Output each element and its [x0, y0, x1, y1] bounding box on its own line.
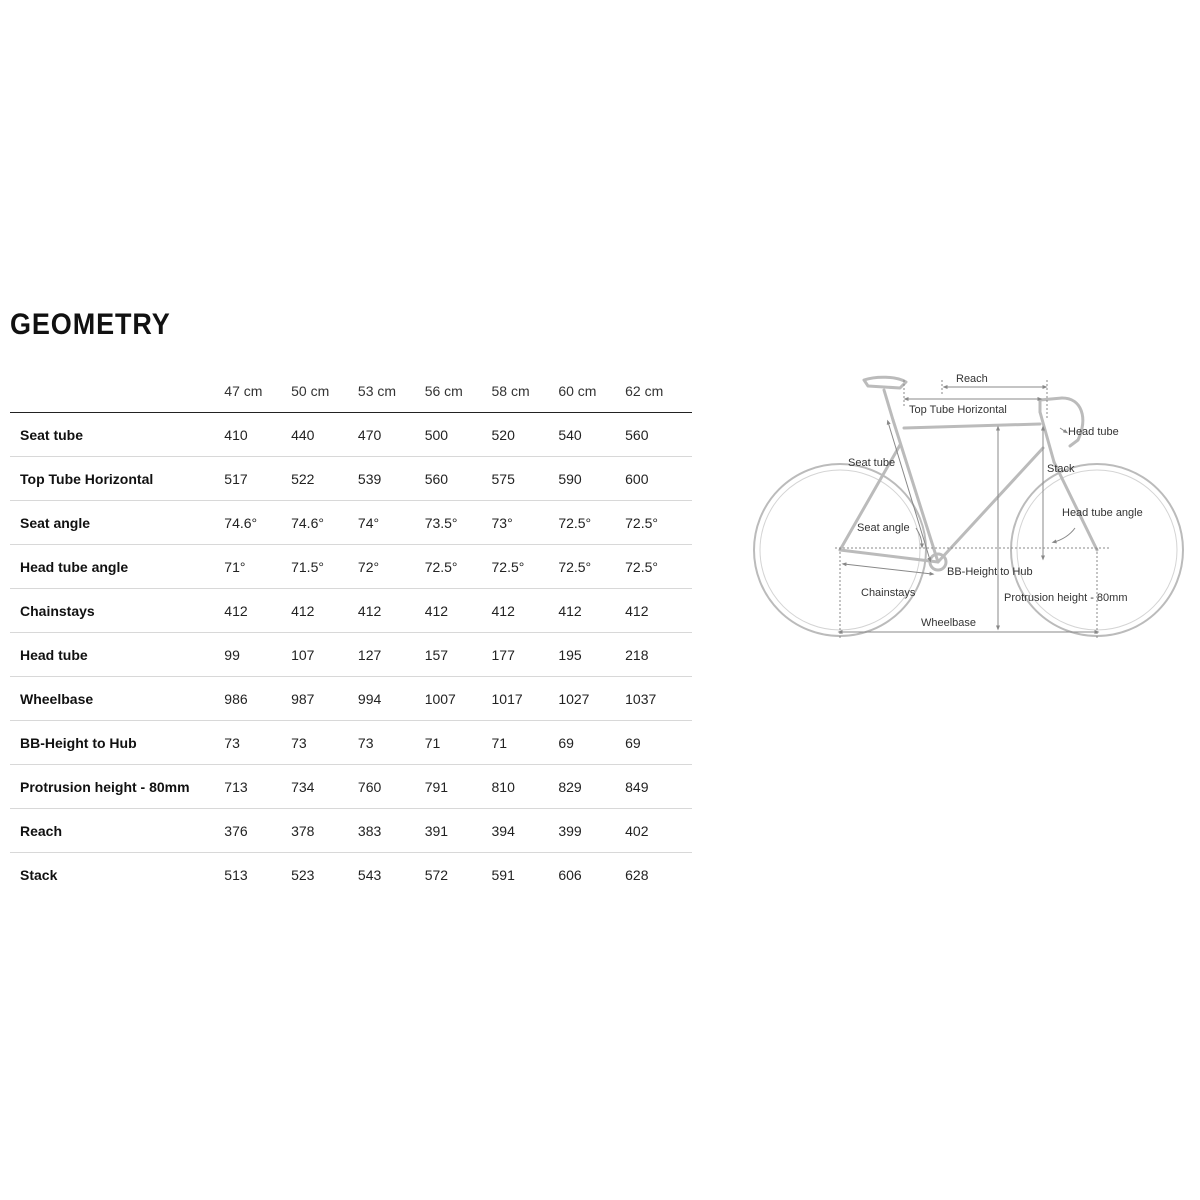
table-cell: 72.5°: [492, 545, 559, 589]
table-cell: 810: [492, 765, 559, 809]
size-header: 56 cm: [425, 370, 492, 413]
table-cell: 69: [625, 721, 692, 765]
table-cell: 73°: [492, 501, 559, 545]
table-cell: 994: [358, 677, 425, 721]
row-label: Chainstays: [10, 589, 224, 633]
table-cell: 575: [492, 457, 559, 501]
table-cell: 72.5°: [558, 501, 625, 545]
table-row: [10, 545, 692, 589]
table-cell: 523: [291, 866, 315, 883]
table-cell: 73: [291, 721, 358, 765]
table-cell: 195: [558, 633, 625, 677]
page-title: GEOMETRY: [10, 308, 171, 341]
table-row: [10, 589, 692, 633]
table-cell: 69: [558, 721, 625, 765]
table-cell: 383: [358, 809, 425, 853]
table-cell: 1027: [558, 677, 625, 721]
head-tube-angle-label: Head tube angle: [1062, 507, 1143, 519]
table-cell: 412: [558, 589, 625, 633]
table-cell: 522: [291, 457, 358, 501]
header-row: [10, 370, 692, 413]
size-header: 47 cm: [224, 370, 291, 413]
table-cell: 500: [425, 413, 492, 457]
table-cell: 987: [291, 677, 358, 721]
geometry-table: [10, 370, 692, 896]
row-label: Protrusion height - 80mm: [10, 765, 224, 809]
row-label: Stack: [20, 866, 58, 883]
table-cell: 412: [224, 589, 291, 633]
table-cell: 72.5°: [558, 545, 625, 589]
table-row: [10, 809, 692, 853]
reach-label: Reach: [956, 373, 988, 385]
stack-label: Stack: [1047, 463, 1075, 475]
corner-cell: [10, 370, 224, 413]
row-label: BB-Height to Hub: [10, 721, 224, 765]
table-cell: 829: [558, 765, 625, 809]
table-cell: 72.5°: [625, 501, 692, 545]
table-cell: 74°: [358, 501, 425, 545]
table-cell: 218: [625, 633, 692, 677]
table-cell: 560: [625, 413, 692, 457]
table-cell: 412: [291, 589, 358, 633]
table-row: [10, 721, 692, 765]
table-cell: 470: [358, 413, 425, 457]
row-label: Seat angle: [10, 501, 224, 545]
table-cell: 412: [425, 589, 492, 633]
table-cell: 399: [558, 809, 625, 853]
table-cell: 376: [224, 809, 291, 853]
table-row: [10, 853, 692, 897]
chainstays-label: Chainstays: [861, 587, 916, 599]
table-cell: 71: [492, 721, 559, 765]
table-cell: 378: [291, 809, 358, 853]
table-cell: 71.5°: [291, 545, 358, 589]
table-row: [10, 457, 692, 501]
table-cell: 73.5°: [425, 501, 492, 545]
table-cell: 71°: [224, 545, 291, 589]
table-cell: 590: [558, 457, 625, 501]
table-cell: 412: [625, 589, 692, 633]
size-header: 53 cm: [358, 370, 425, 413]
table-cell: 107: [291, 633, 358, 677]
table-cell: 1017: [492, 677, 559, 721]
table-cell: 734: [291, 765, 358, 809]
wheelbase-label: Wheelbase: [921, 617, 977, 629]
table-cell: 628: [625, 866, 649, 883]
table-row: [10, 677, 692, 721]
table-cell: 520: [492, 413, 559, 457]
protrusion-label: Protrusion height - 80mm: [1004, 592, 1128, 604]
table-cell: 1007: [425, 677, 492, 721]
table-cell: 539: [358, 457, 425, 501]
size-header: 58 cm: [492, 370, 559, 413]
table-cell: 713: [224, 765, 291, 809]
seat-angle-label: Seat angle: [857, 522, 910, 534]
table-cell: 606: [558, 866, 582, 883]
row-label: Head tube angle: [10, 545, 224, 589]
bike-geometry-diagram: [745, 365, 1185, 645]
row-label: Head tube: [10, 633, 224, 677]
table-cell: 74.6°: [291, 501, 358, 545]
top-tube-label: Top Tube Horizontal: [909, 404, 1007, 416]
table-cell: 591: [491, 866, 515, 883]
table-cell: 560: [425, 457, 492, 501]
table-cell: 127: [358, 633, 425, 677]
table-cell: 402: [625, 809, 692, 853]
table-cell: 412: [358, 589, 425, 633]
table-cell: 72.5°: [425, 545, 492, 589]
table-row: [10, 765, 692, 809]
bb-height-label: BB-Height to Hub: [947, 566, 1033, 578]
table-cell: 600: [625, 457, 692, 501]
row-label: Seat tube: [10, 413, 224, 457]
head-tube-label: Head tube: [1068, 426, 1119, 438]
table-cell: 849: [625, 765, 692, 809]
table-cell: 572: [424, 866, 449, 883]
table-cell: 412: [492, 589, 559, 633]
size-header: 60 cm: [558, 370, 625, 413]
seat-tube-label: Seat tube: [848, 457, 896, 469]
table-cell: 1037: [625, 677, 692, 721]
table-cell: 394: [492, 809, 559, 853]
table-cell: 517: [224, 457, 291, 501]
table-row: [10, 413, 692, 457]
table-cell: 177: [492, 633, 559, 677]
table-cell: 986: [224, 677, 291, 721]
table-cell: 73: [358, 721, 425, 765]
size-header: 50 cm: [291, 370, 358, 413]
row-label: Reach: [10, 809, 224, 853]
table-cell: 513: [224, 866, 248, 883]
table-cell: 99: [224, 633, 291, 677]
table-cell: 791: [425, 765, 492, 809]
table-cell: 71: [425, 721, 492, 765]
size-header: 62 cm: [625, 370, 692, 413]
table-cell: 157: [425, 633, 492, 677]
table-cell: 72°: [358, 545, 425, 589]
row-label: Top Tube Horizontal: [10, 457, 224, 501]
table-cell: 73: [224, 721, 291, 765]
table-cell: 540: [558, 413, 625, 457]
table-cell: 410: [224, 413, 291, 457]
row-label: Wheelbase: [10, 677, 224, 721]
table-cell: 760: [358, 765, 425, 809]
table-cell: 440: [291, 413, 358, 457]
table-cell: 391: [425, 809, 492, 853]
table-row: [10, 501, 692, 545]
table-cell: 543: [357, 866, 382, 883]
table-cell: 72.5°: [625, 545, 692, 589]
table-cell: 74.6°: [224, 501, 291, 545]
table-row: [10, 633, 692, 677]
